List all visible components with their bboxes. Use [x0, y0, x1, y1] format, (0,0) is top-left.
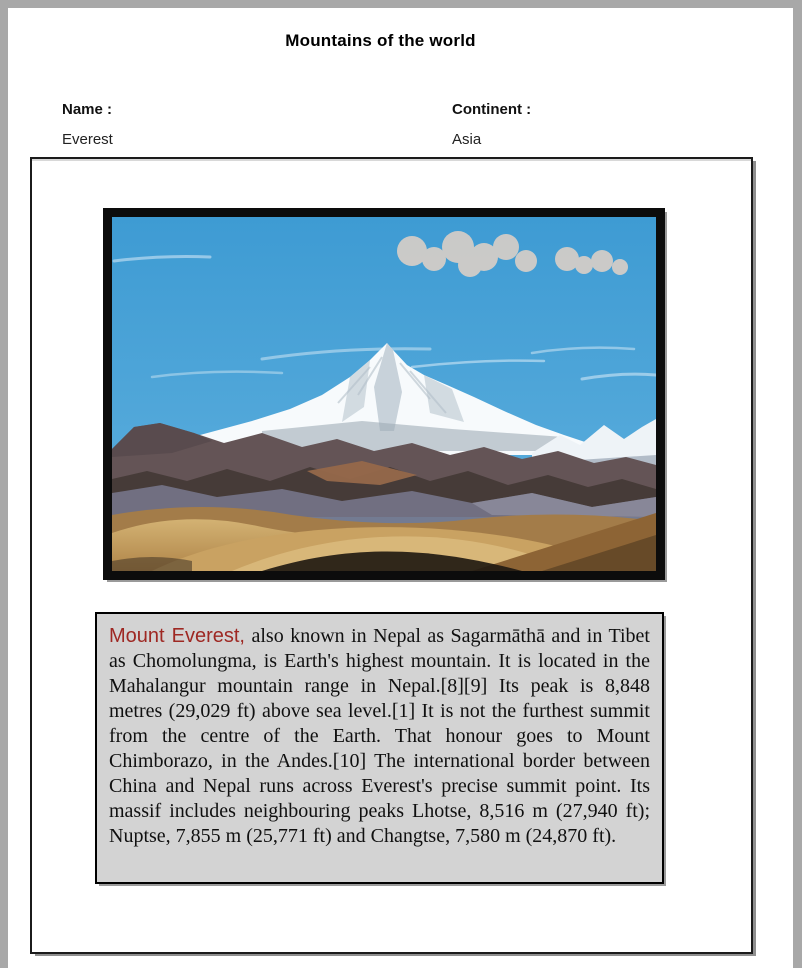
name-value: Everest [62, 131, 113, 148]
continent-value: Asia [452, 131, 482, 148]
name-label: Name : [62, 101, 113, 118]
photo-frame [103, 208, 665, 580]
everest-photo [112, 217, 656, 571]
continent-label: Continent : [452, 101, 532, 118]
description-body: also known in Nepal as Sagarmāthā and in Tibet as Chomolungma, is Earth's highest mountain. It is located in the Mahalangur mountain range in Nepal.[8][9] Its peak is 8,848 metres (29,029 ft) above sea level.[1] It is not the furthest summit from the centre of the Earth. That honour goes to Mount Chimborazo, in the Andes.[10] The international border between China and Nepal runs across Everest's precise summit point. Its massif includes neighbouring peaks Lhotse, 8,516 m (27,940 ft); Nuptse, 7,855 m (25,771 ft) and Changtse, 7,580 m (24,870 ft). [109, 625, 650, 847]
page-title: Mountains of the world [285, 31, 476, 50]
description-box [95, 612, 664, 884]
content-panel [30, 157, 753, 954]
description-highlight: Mount Everest, [109, 625, 245, 647]
